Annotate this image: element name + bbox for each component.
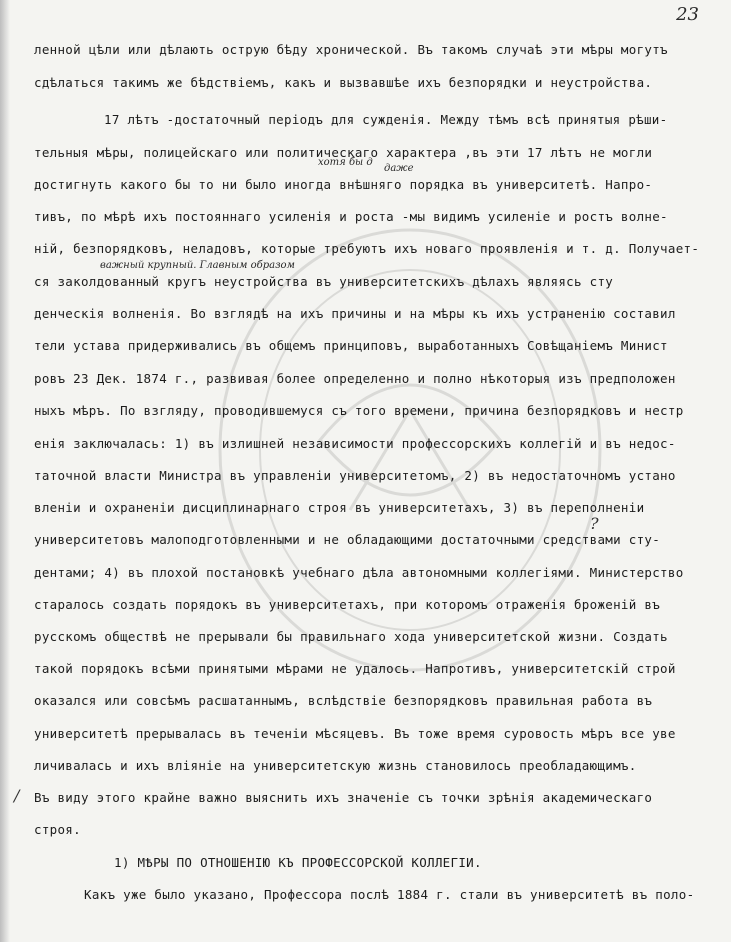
text-line: университетѣ прерывалась въ теченіи мѣсяцевъ. Въ тоже время суровость мѣръ все уве — [34, 726, 676, 741]
scan-edge-shadow — [0, 0, 10, 942]
text-line: университетовъ малоподготовленными и не обладающими достаточными средствами сту- — [34, 532, 661, 547]
text-line: старалось создать порядокъ въ университетахъ, при которомъ отраженія броженій въ — [34, 597, 661, 612]
text-line: ся заколдованный кругъ неустройства въ университетскихъ дѣлахъ являясь сту — [34, 274, 614, 289]
text-line: достигнуть какого бы то ни было иногда внѣшняго порядка въ университетѣ. Напро- — [34, 177, 653, 192]
text-line: Въ виду этого крайне важно выяснить ихъ значеніе съ точки зрѣнія академическаго — [34, 790, 653, 805]
text-line: денческія волненія. Во взглядѣ на ихъ причины и на мѣры къ ихъ устраненію составил — [34, 306, 676, 321]
text-line: ній, безпорядковъ, неладовъ, которые требуютъ ихъ новаго проявленія и т. д. Получает- — [34, 241, 700, 256]
text-line: енія заключалась: 1) въ излишней независимости профессорскихъ коллегій и въ недос- — [34, 436, 676, 451]
text-line: Какъ уже было указано, Профессора послѣ 1884 г. стали въ университетѣ въ поло- — [84, 887, 695, 902]
interlinear-annotation: даже — [384, 163, 414, 174]
text-line: дентами; 4) въ плохой постановкѣ учебнаго дѣла автономными коллегіями. Министерство — [34, 565, 684, 580]
text-line: личивалась и ихъ вліяніе на университетскую жизнь становилось преобладающимъ. — [34, 758, 637, 773]
text-line: тивъ, по мѣрѣ ихъ постояннаго усиленія и роста -мы видимъ усиленіе и ростъ волне- — [34, 209, 668, 224]
text-line: таточной власти Министра въ управленіи университетомъ, 2) въ недостаточномъ устано — [34, 468, 676, 483]
text-line: строя. — [34, 822, 81, 837]
text-line: такой порядокъ всѣми принятыми мѣрами не удалось. Напротивъ, университетскій строй — [34, 661, 676, 676]
margin-question-mark: ? — [590, 514, 599, 533]
text-line: ленной цѣли или дѣлають острую бѣду хронической. Въ такомъ случаѣ эти мѣры могутъ — [34, 42, 668, 57]
text-line: сдѣлаться такимъ же бѣдствіемъ, какъ и вызвавшѣе ихъ безпорядки и неустройства. — [34, 75, 653, 90]
section-heading: 1) МѢРЫ ПО ОТНОШЕНІЮ КЪ ПРОФЕССОРСКОЙ КОЛЛЕГІИ. — [114, 855, 482, 870]
text-line: 17 лѣтъ -достаточный періодъ для сужденія. Между тѣмъ всѣ принятыя рѣши- — [104, 112, 668, 127]
interlinear-annotation: хотя бы д — [318, 157, 373, 168]
text-line: ровъ 23 Дек. 1874 г., развивая более определенно и полно нѣкоторыя изъ предположен — [34, 371, 676, 386]
text-line: русскомъ обществѣ не прерывали бы правильнаго хода университетской жизни. Создать — [34, 629, 668, 644]
margin-mark: / — [14, 786, 20, 805]
text-line: ныхъ мѣръ. По взгляду, проводившемуся съ того времени, причина безпорядковъ и нестр — [34, 403, 684, 418]
text-line: тельныя мѣры, полицейскаго или политическаго характера ,въ эти 17 лѣтъ не могли — [34, 145, 653, 160]
interlinear-annotation: важный крупный. Главным образом — [100, 260, 295, 271]
text-line: оказался или совсѣмъ расшатаннымъ, вслѣдствіе безпорядковъ правильная работа въ — [34, 693, 653, 708]
text-line: тели устава придерживались въ общемъ принциповъ, выработанныхъ Совѣщаніемъ Минист — [34, 338, 668, 353]
page-number: 23 — [676, 4, 699, 25]
text-line: вленіи и охраненіи дисциплинарнаго строя въ университетахъ, 3) въ переполненіи — [34, 500, 645, 515]
